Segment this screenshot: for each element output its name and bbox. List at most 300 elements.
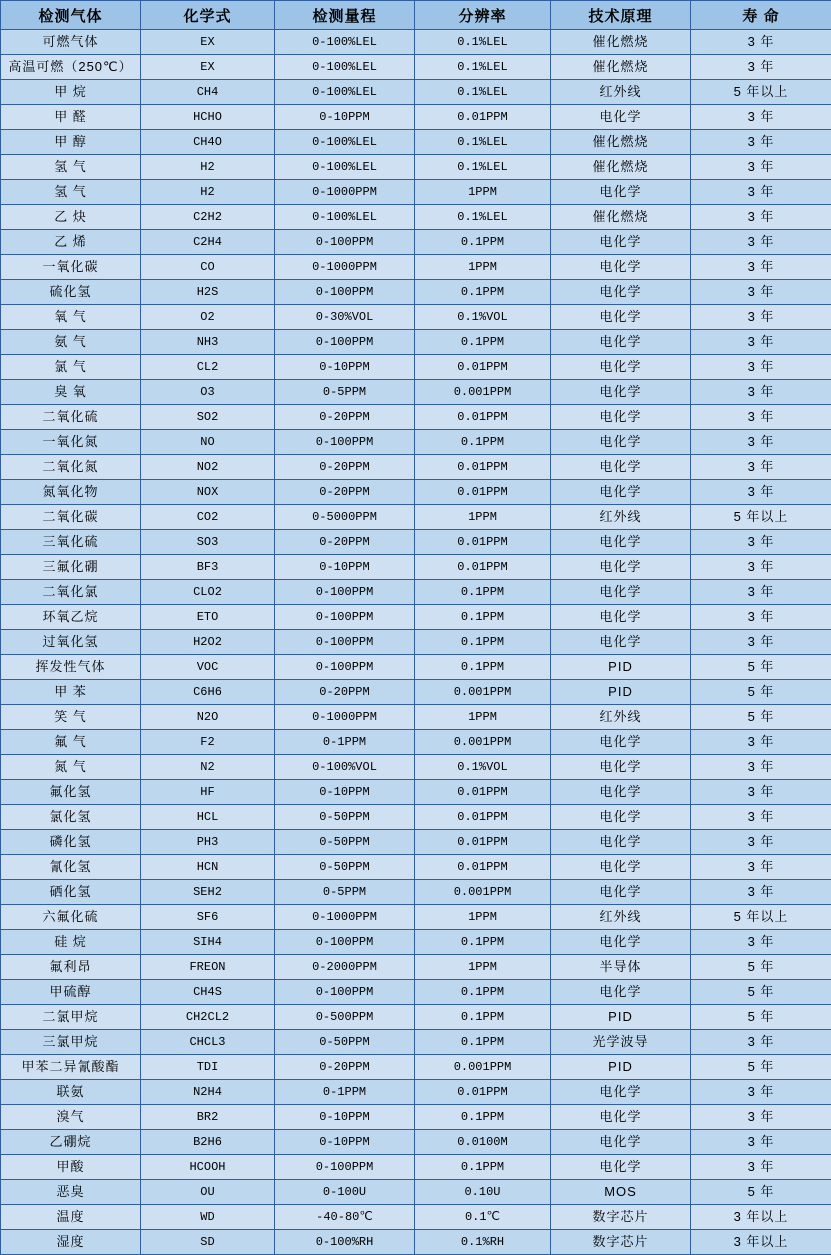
table-row <box>1 930 831 955</box>
table-row <box>1 905 831 930</box>
cell-chemical-formula: H2 <box>141 180 275 205</box>
cell-measuring-range: 0-20PPM <box>275 1055 415 1080</box>
cell-measuring-range: 0-100PPM <box>275 230 415 255</box>
cell-measuring-range: 0-100PPM <box>275 430 415 455</box>
cell-lifespan: 3 年 <box>691 1105 831 1130</box>
cell-lifespan: 3 年 <box>691 930 831 955</box>
cell-gas-name: 甲硫醇 <box>1 980 141 1005</box>
column-header-measuring-range: 检测量程 <box>275 1 415 30</box>
cell-resolution: 0.1%LEL <box>415 130 551 155</box>
cell-chemical-formula: C2H2 <box>141 205 275 230</box>
cell-technology: MOS <box>551 1180 691 1205</box>
cell-chemical-formula: B2H6 <box>141 1130 275 1155</box>
cell-chemical-formula: HCOOH <box>141 1155 275 1180</box>
table-row <box>1 605 831 630</box>
cell-gas-name: 可燃气体 <box>1 30 141 55</box>
cell-lifespan: 3 年 <box>691 1080 831 1105</box>
cell-resolution: 0.1%LEL <box>415 205 551 230</box>
cell-technology: 电化学 <box>551 1105 691 1130</box>
cell-chemical-formula: BR2 <box>141 1105 275 1130</box>
cell-measuring-range: 0-1000PPM <box>275 180 415 205</box>
table-row <box>1 555 831 580</box>
table-row <box>1 480 831 505</box>
cell-resolution: 0.1PPM <box>415 1105 551 1130</box>
cell-lifespan: 3 年 <box>691 230 831 255</box>
cell-technology: 电化学 <box>551 730 691 755</box>
cell-technology: 红外线 <box>551 80 691 105</box>
cell-lifespan: 5 年以上 <box>691 905 831 930</box>
table-row <box>1 505 831 530</box>
cell-technology: 数字芯片 <box>551 1230 691 1255</box>
cell-chemical-formula: NOX <box>141 480 275 505</box>
table-row <box>1 955 831 980</box>
cell-technology: 电化学 <box>551 280 691 305</box>
cell-gas-name: 笑 气 <box>1 705 141 730</box>
cell-lifespan: 3 年 <box>691 805 831 830</box>
cell-measuring-range: 0-1PPM <box>275 1080 415 1105</box>
cell-measuring-range: 0-1000PPM <box>275 255 415 280</box>
table-row <box>1 830 831 855</box>
table-header <box>1 1 831 30</box>
cell-measuring-range: 0-1000PPM <box>275 905 415 930</box>
cell-chemical-formula: C2H4 <box>141 230 275 255</box>
cell-lifespan: 3 年 <box>691 605 831 630</box>
cell-resolution: 0.1%LEL <box>415 155 551 180</box>
cell-measuring-range: 0-1000PPM <box>275 705 415 730</box>
cell-measuring-range: 0-30%VOL <box>275 305 415 330</box>
cell-chemical-formula: NO2 <box>141 455 275 480</box>
cell-technology: 电化学 <box>551 580 691 605</box>
cell-gas-name: 氯化氢 <box>1 805 141 830</box>
cell-chemical-formula: HCHO <box>141 105 275 130</box>
cell-chemical-formula: O3 <box>141 380 275 405</box>
cell-measuring-range: 0-100PPM <box>275 605 415 630</box>
cell-chemical-formula: HCN <box>141 855 275 880</box>
cell-gas-name: 二氧化碳 <box>1 505 141 530</box>
cell-measuring-range: 0-5PPM <box>275 880 415 905</box>
cell-measuring-range: 0-10PPM <box>275 105 415 130</box>
cell-gas-name: 硫化氢 <box>1 280 141 305</box>
table-row <box>1 180 831 205</box>
table-row <box>1 805 831 830</box>
cell-gas-name: 二氯甲烷 <box>1 1005 141 1030</box>
cell-gas-name: 三氧化硫 <box>1 530 141 555</box>
cell-resolution: 0.001PPM <box>415 380 551 405</box>
cell-technology: 红外线 <box>551 905 691 930</box>
cell-gas-name: 一氧化氮 <box>1 430 141 455</box>
cell-chemical-formula: ETO <box>141 605 275 630</box>
cell-gas-name: 乙 炔 <box>1 205 141 230</box>
cell-gas-name: 甲 烷 <box>1 80 141 105</box>
cell-gas-name: 高温可燃（250℃） <box>1 55 141 80</box>
cell-chemical-formula: SEH2 <box>141 880 275 905</box>
cell-technology: 电化学 <box>551 1080 691 1105</box>
cell-resolution: 0.10U <box>415 1180 551 1205</box>
cell-chemical-formula: SO3 <box>141 530 275 555</box>
cell-measuring-range: 0-100PPM <box>275 655 415 680</box>
cell-lifespan: 3 年 <box>691 830 831 855</box>
cell-measuring-range: 0-100PPM <box>275 330 415 355</box>
cell-resolution: 0.01PPM <box>415 780 551 805</box>
table-row <box>1 30 831 55</box>
cell-gas-name: 六氟化硫 <box>1 905 141 930</box>
table-row <box>1 1105 831 1130</box>
cell-lifespan: 3 年 <box>691 30 831 55</box>
cell-chemical-formula: TDI <box>141 1055 275 1080</box>
cell-gas-name: 三氟化硼 <box>1 555 141 580</box>
cell-lifespan: 3 年 <box>691 330 831 355</box>
cell-technology: 电化学 <box>551 105 691 130</box>
cell-chemical-formula: CH4S <box>141 980 275 1005</box>
cell-resolution: 0.1PPM <box>415 330 551 355</box>
cell-measuring-range: 0-50PPM <box>275 855 415 880</box>
cell-technology: 电化学 <box>551 405 691 430</box>
cell-technology: 半导体 <box>551 955 691 980</box>
cell-measuring-range: 0-100PPM <box>275 930 415 955</box>
cell-lifespan: 3 年 <box>691 755 831 780</box>
cell-chemical-formula: CHCL3 <box>141 1030 275 1055</box>
cell-technology: 电化学 <box>551 455 691 480</box>
cell-resolution: 0.001PPM <box>415 680 551 705</box>
cell-resolution: 0.1PPM <box>415 230 551 255</box>
column-header-chemical-formula: 化学式 <box>141 1 275 30</box>
cell-measuring-range: 0-100%LEL <box>275 205 415 230</box>
cell-measuring-range: 0-100%LEL <box>275 30 415 55</box>
cell-resolution: 0.01PPM <box>415 405 551 430</box>
cell-measuring-range: 0-100PPM <box>275 630 415 655</box>
cell-technology: 数字芯片 <box>551 1205 691 1230</box>
cell-gas-name: 氢 气 <box>1 155 141 180</box>
cell-resolution: 0.001PPM <box>415 880 551 905</box>
cell-chemical-formula: CO2 <box>141 505 275 530</box>
table-row <box>1 530 831 555</box>
cell-technology: 电化学 <box>551 605 691 630</box>
cell-resolution: 0.0100M <box>415 1130 551 1155</box>
cell-technology: 催化燃烧 <box>551 55 691 80</box>
cell-lifespan: 3 年 <box>691 455 831 480</box>
cell-resolution: 0.1PPM <box>415 1005 551 1030</box>
table-row <box>1 230 831 255</box>
cell-chemical-formula: HF <box>141 780 275 805</box>
cell-lifespan: 3 年 <box>691 180 831 205</box>
cell-gas-name: 硒化氢 <box>1 880 141 905</box>
cell-measuring-range: 0-1PPM <box>275 730 415 755</box>
cell-technology: 电化学 <box>551 230 691 255</box>
cell-lifespan: 3 年 <box>691 355 831 380</box>
table-row <box>1 130 831 155</box>
cell-technology: 电化学 <box>551 780 691 805</box>
cell-resolution: 0.1PPM <box>415 1030 551 1055</box>
cell-technology: 电化学 <box>551 830 691 855</box>
cell-gas-name: 臭 氧 <box>1 380 141 405</box>
cell-chemical-formula: N2H4 <box>141 1080 275 1105</box>
cell-measuring-range: 0-100%LEL <box>275 155 415 180</box>
cell-gas-name: 挥发性气体 <box>1 655 141 680</box>
cell-resolution: 0.01PPM <box>415 455 551 480</box>
cell-resolution: 0.01PPM <box>415 480 551 505</box>
table-row <box>1 1005 831 1030</box>
table-row <box>1 205 831 230</box>
cell-chemical-formula: BF3 <box>141 555 275 580</box>
cell-lifespan: 5 年以上 <box>691 505 831 530</box>
cell-lifespan: 5 年 <box>691 1180 831 1205</box>
cell-technology: 电化学 <box>551 805 691 830</box>
table-row <box>1 55 831 80</box>
table-row <box>1 1055 831 1080</box>
cell-resolution: 0.1PPM <box>415 930 551 955</box>
cell-technology: PID <box>551 1055 691 1080</box>
cell-gas-name: 氮氧化物 <box>1 480 141 505</box>
cell-chemical-formula: CO <box>141 255 275 280</box>
cell-lifespan: 3 年 <box>691 255 831 280</box>
cell-gas-name: 二氧化硫 <box>1 405 141 430</box>
cell-gas-name: 甲 醛 <box>1 105 141 130</box>
cell-resolution: 0.1PPM <box>415 630 551 655</box>
table-row <box>1 80 831 105</box>
table-row <box>1 1230 831 1255</box>
cell-chemical-formula: H2S <box>141 280 275 305</box>
cell-lifespan: 3 年以上 <box>691 1205 831 1230</box>
cell-chemical-formula: CH4 <box>141 80 275 105</box>
cell-lifespan: 5 年以上 <box>691 80 831 105</box>
cell-lifespan: 3 年 <box>691 580 831 605</box>
cell-technology: 电化学 <box>551 255 691 280</box>
cell-resolution: 0.01PPM <box>415 855 551 880</box>
cell-chemical-formula: C6H6 <box>141 680 275 705</box>
cell-resolution: 1PPM <box>415 255 551 280</box>
cell-lifespan: 3 年 <box>691 880 831 905</box>
cell-measuring-range: 0-50PPM <box>275 1030 415 1055</box>
table-row <box>1 1155 831 1180</box>
cell-chemical-formula: FREON <box>141 955 275 980</box>
cell-lifespan: 3 年 <box>691 405 831 430</box>
cell-measuring-range: 0-10PPM <box>275 780 415 805</box>
cell-chemical-formula: N2 <box>141 755 275 780</box>
cell-resolution: 0.1%LEL <box>415 80 551 105</box>
cell-lifespan: 3 年 <box>691 1130 831 1155</box>
cell-gas-name: 二氧化氮 <box>1 455 141 480</box>
cell-technology: 电化学 <box>551 555 691 580</box>
cell-resolution: 0.01PPM <box>415 555 551 580</box>
cell-technology: 电化学 <box>551 855 691 880</box>
cell-resolution: 0.1%LEL <box>415 30 551 55</box>
table-row <box>1 355 831 380</box>
cell-measuring-range: 0-10PPM <box>275 355 415 380</box>
table-row <box>1 1080 831 1105</box>
header-row <box>1 1 831 30</box>
table-row <box>1 280 831 305</box>
column-header-technology: 技术原理 <box>551 1 691 30</box>
cell-measuring-range: 0-20PPM <box>275 530 415 555</box>
cell-resolution: 0.001PPM <box>415 1055 551 1080</box>
cell-technology: 电化学 <box>551 480 691 505</box>
cell-resolution: 0.1%VOL <box>415 755 551 780</box>
cell-lifespan: 3 年 <box>691 730 831 755</box>
cell-measuring-range: 0-100PPM <box>275 980 415 1005</box>
cell-gas-name: 氢 气 <box>1 180 141 205</box>
table-row <box>1 1030 831 1055</box>
cell-lifespan: 3 年 <box>691 630 831 655</box>
cell-gas-name: 氰化氢 <box>1 855 141 880</box>
cell-resolution: 0.01PPM <box>415 355 551 380</box>
table-row <box>1 455 831 480</box>
cell-technology: 电化学 <box>551 930 691 955</box>
cell-technology: 电化学 <box>551 530 691 555</box>
table-row <box>1 680 831 705</box>
column-header-lifespan: 寿 命 <box>691 1 831 30</box>
table-row <box>1 155 831 180</box>
cell-resolution: 0.1℃ <box>415 1205 551 1230</box>
cell-resolution: 1PPM <box>415 180 551 205</box>
cell-chemical-formula: SIH4 <box>141 930 275 955</box>
cell-lifespan: 3 年 <box>691 480 831 505</box>
cell-measuring-range: 0-100PPM <box>275 280 415 305</box>
cell-resolution: 0.1PPM <box>415 280 551 305</box>
cell-chemical-formula: EX <box>141 30 275 55</box>
table-row <box>1 580 831 605</box>
cell-gas-name: 二氧化氯 <box>1 580 141 605</box>
cell-gas-name: 硅 烷 <box>1 930 141 955</box>
cell-measuring-range: 0-100PPM <box>275 1155 415 1180</box>
table-row <box>1 430 831 455</box>
cell-technology: 红外线 <box>551 705 691 730</box>
cell-lifespan: 5 年 <box>691 680 831 705</box>
cell-gas-name: 氧 气 <box>1 305 141 330</box>
cell-resolution: 1PPM <box>415 955 551 980</box>
cell-gas-name: 磷化氢 <box>1 830 141 855</box>
table-row <box>1 305 831 330</box>
column-header-gas-name: 检测气体 <box>1 1 141 30</box>
cell-lifespan: 3 年 <box>691 555 831 580</box>
cell-measuring-range: 0-10PPM <box>275 555 415 580</box>
cell-lifespan: 3 年 <box>691 1155 831 1180</box>
cell-gas-name: 过氧化氢 <box>1 630 141 655</box>
cell-gas-name: 乙 烯 <box>1 230 141 255</box>
cell-resolution: 0.1PPM <box>415 580 551 605</box>
cell-gas-name: 甲苯二异氰酸酯 <box>1 1055 141 1080</box>
table-row <box>1 980 831 1005</box>
cell-chemical-formula: SO2 <box>141 405 275 430</box>
table-row <box>1 330 831 355</box>
cell-gas-name: 甲 苯 <box>1 680 141 705</box>
cell-technology: 电化学 <box>551 755 691 780</box>
cell-chemical-formula: SD <box>141 1230 275 1255</box>
table-row <box>1 405 831 430</box>
cell-gas-name: 氟化氢 <box>1 780 141 805</box>
cell-resolution: 0.1PPM <box>415 430 551 455</box>
cell-chemical-formula: HCL <box>141 805 275 830</box>
cell-gas-name: 氯 气 <box>1 355 141 380</box>
cell-chemical-formula: N2O <box>141 705 275 730</box>
cell-lifespan: 3 年 <box>691 305 831 330</box>
cell-technology: PID <box>551 1005 691 1030</box>
cell-gas-name: 联氨 <box>1 1080 141 1105</box>
cell-lifespan: 3 年 <box>691 530 831 555</box>
table-row <box>1 630 831 655</box>
cell-technology: 电化学 <box>551 380 691 405</box>
table-row <box>1 855 831 880</box>
cell-lifespan: 5 年 <box>691 655 831 680</box>
cell-technology: PID <box>551 655 691 680</box>
cell-lifespan: 3 年 <box>691 430 831 455</box>
cell-resolution: 0.01PPM <box>415 830 551 855</box>
table-row <box>1 1180 831 1205</box>
cell-resolution: 0.01PPM <box>415 1080 551 1105</box>
table-row <box>1 1130 831 1155</box>
cell-measuring-range: 0-20PPM <box>275 405 415 430</box>
table-row <box>1 380 831 405</box>
cell-gas-name: 湿度 <box>1 1230 141 1255</box>
cell-gas-name: 氮 气 <box>1 755 141 780</box>
cell-lifespan: 3 年 <box>691 105 831 130</box>
cell-gas-name: 环氧乙烷 <box>1 605 141 630</box>
table-row <box>1 655 831 680</box>
cell-chemical-formula: PH3 <box>141 830 275 855</box>
cell-measuring-range: 0-20PPM <box>275 480 415 505</box>
cell-lifespan: 5 年 <box>691 705 831 730</box>
cell-technology: 催化燃烧 <box>551 130 691 155</box>
table-row <box>1 105 831 130</box>
cell-measuring-range: -40-80℃ <box>275 1205 415 1230</box>
cell-gas-name: 氟 气 <box>1 730 141 755</box>
cell-chemical-formula: CL2 <box>141 355 275 380</box>
cell-technology: 电化学 <box>551 1130 691 1155</box>
cell-measuring-range: 0-100%VOL <box>275 755 415 780</box>
cell-technology: 电化学 <box>551 305 691 330</box>
cell-chemical-formula: CH2CL2 <box>141 1005 275 1030</box>
table-row <box>1 255 831 280</box>
cell-gas-name: 乙硼烷 <box>1 1130 141 1155</box>
table-row <box>1 730 831 755</box>
cell-measuring-range: 0-100%LEL <box>275 130 415 155</box>
cell-chemical-formula: VOC <box>141 655 275 680</box>
cell-chemical-formula: OU <box>141 1180 275 1205</box>
cell-gas-name: 溴气 <box>1 1105 141 1130</box>
cell-technology: 电化学 <box>551 330 691 355</box>
cell-resolution: 1PPM <box>415 905 551 930</box>
cell-technology: PID <box>551 680 691 705</box>
cell-lifespan: 3 年 <box>691 155 831 180</box>
cell-resolution: 0.1%RH <box>415 1230 551 1255</box>
cell-lifespan: 3 年 <box>691 130 831 155</box>
cell-lifespan: 5 年 <box>691 1055 831 1080</box>
cell-chemical-formula: H2 <box>141 155 275 180</box>
cell-technology: 电化学 <box>551 430 691 455</box>
cell-chemical-formula: CH4O <box>141 130 275 155</box>
table-body <box>1 30 831 1255</box>
cell-gas-name: 甲酸 <box>1 1155 141 1180</box>
table-row <box>1 705 831 730</box>
cell-measuring-range: 0-5PPM <box>275 380 415 405</box>
cell-technology: 催化燃烧 <box>551 30 691 55</box>
cell-gas-name: 温度 <box>1 1205 141 1230</box>
table-row <box>1 880 831 905</box>
cell-gas-name: 三氯甲烷 <box>1 1030 141 1055</box>
cell-resolution: 1PPM <box>415 705 551 730</box>
cell-resolution: 0.1%VOL <box>415 305 551 330</box>
cell-technology: 电化学 <box>551 355 691 380</box>
cell-chemical-formula: NO <box>141 430 275 455</box>
cell-measuring-range: 0-100PPM <box>275 580 415 605</box>
table-row <box>1 780 831 805</box>
cell-technology: 电化学 <box>551 1155 691 1180</box>
cell-lifespan: 3 年 <box>691 1030 831 1055</box>
cell-lifespan: 5 年 <box>691 1005 831 1030</box>
cell-technology: 光学波导 <box>551 1030 691 1055</box>
cell-technology: 催化燃烧 <box>551 205 691 230</box>
cell-chemical-formula: EX <box>141 55 275 80</box>
cell-measuring-range: 0-20PPM <box>275 680 415 705</box>
